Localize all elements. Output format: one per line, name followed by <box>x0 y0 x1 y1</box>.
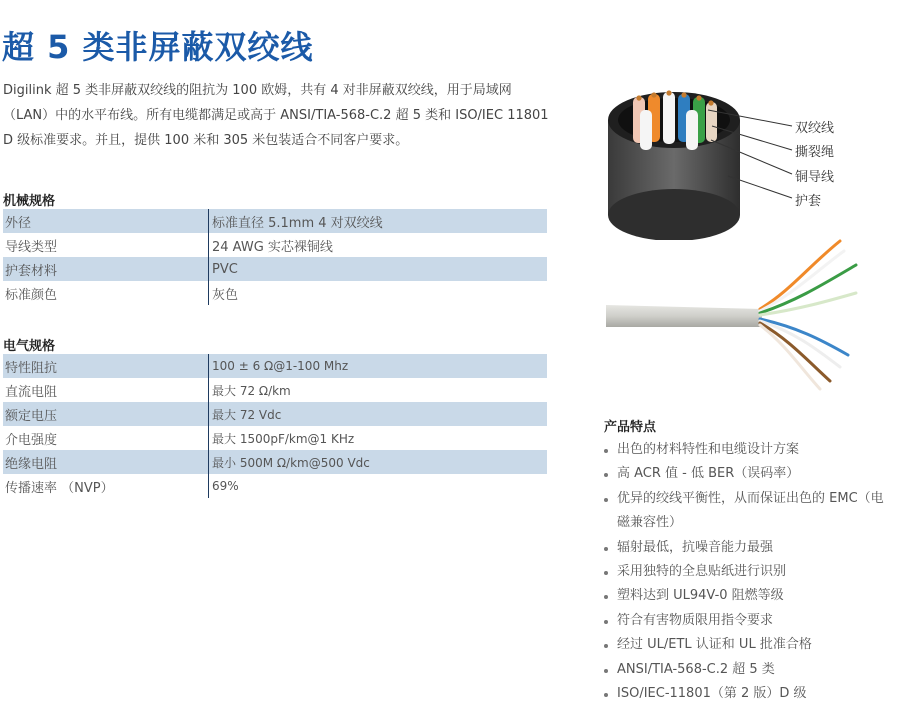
list-item: 优异的绞线平衡性，从而保证出色的 EMC（电磁兼容性） <box>604 487 894 536</box>
spec-key: 额定电压 <box>3 402 209 426</box>
list-item: ISO/IEC-11801（第 2 版）D 级 <box>604 682 894 706</box>
spec-value: 24 AWG 实芯裸铜线 <box>212 239 333 255</box>
jacket-bottom <box>608 189 740 240</box>
table-row <box>3 402 547 426</box>
spec-key: 传播速率 （NVP） <box>3 474 209 498</box>
list-item: 符合有害物质限用指令要求 <box>604 609 894 633</box>
list-item: 出色的材料特性和电缆设计方案 <box>604 438 894 462</box>
spec-key: 直流电阻 <box>3 378 209 402</box>
fanned-pairs <box>760 241 856 389</box>
intro-paragraph: Digilink 超 5 类非屏蔽双绞线的阻抗为 100 欧姆，共有 4 对非屏蔽双绞线，用于局域网（LAN）中的水平布线。所有电缆都满足或高于 ANSI/TIA-568-C.2 超 5 类和 ISO/IEC 11801 D 级标准要求。并且，提供 100 米和 305 米包装适合不同客户要求。 <box>3 83 549 148</box>
table-row <box>3 209 547 233</box>
list-item: 经过 UL/ETL 认证和 UL 批准合格 <box>604 633 894 657</box>
spec-value: 标准直径 5.1mm 4 对双绞线 <box>209 209 548 233</box>
features-list <box>604 438 894 706</box>
spec-key: 标准颜色 <box>3 281 209 305</box>
spec-value: 最大 1500pF/km@1 KHz <box>212 431 355 446</box>
spec-key: 特性阻抗 <box>3 354 209 378</box>
spec-value: 最大 72 Vdc <box>209 402 548 426</box>
spec-key: 介电强度 <box>3 426 209 450</box>
spec-key: 护套材料 <box>3 257 209 281</box>
spec-value: 灰色 <box>212 287 239 303</box>
table-row <box>3 233 547 257</box>
grey-jacket <box>606 305 762 327</box>
mechanical-spec-table <box>3 209 547 305</box>
spec-key: 外径 <box>3 209 209 233</box>
spec-value: 69% <box>212 479 239 493</box>
spec-value: 最小 500M Ω/km@500 Vdc <box>209 450 548 474</box>
spec-value: PVC <box>209 257 548 281</box>
table-row <box>3 378 547 402</box>
spec-value: 100 ± 6 Ω@1-100 Mhz <box>209 354 548 378</box>
label-copper-conductor: 铜导线 <box>795 170 835 185</box>
spec-value: 最大 72 Ω/km <box>212 383 291 398</box>
table-row <box>3 281 547 305</box>
label-jacket: 护套 <box>795 194 822 209</box>
electrical-spec-table <box>3 354 547 498</box>
table-row <box>3 426 547 450</box>
list-item: ANSI/TIA-568-C.2 超 5 类 <box>604 658 894 682</box>
list-item: 采用独特的全息贴纸进行识别 <box>604 560 894 584</box>
table-row <box>3 450 547 474</box>
table-row <box>3 474 547 498</box>
list-item: 塑料达到 UL94V-0 阻燃等级 <box>604 584 894 608</box>
table-row <box>3 354 547 378</box>
list-item: 辐射最低，抗噪音能力最强 <box>604 536 894 560</box>
features-heading: 产品特点 <box>604 420 657 435</box>
list-item: 高 ACR 值 - 低 BER（误码率） <box>604 462 894 486</box>
page-title: 超 5 类非屏蔽双绞线 <box>2 28 314 66</box>
electrical-spec-heading: 电气规格 <box>3 339 56 354</box>
spec-key: 绝缘电阻 <box>3 450 209 474</box>
mechanical-spec-heading: 机械规格 <box>3 194 56 209</box>
label-rip-cord: 撕裂绳 <box>795 145 835 160</box>
label-twisted-pair: 双绞线 <box>795 121 835 136</box>
cable-cross-section-image <box>600 80 800 240</box>
spec-key: 导线类型 <box>3 233 209 257</box>
cable-side-view-image <box>600 235 860 395</box>
table-row <box>3 257 547 281</box>
